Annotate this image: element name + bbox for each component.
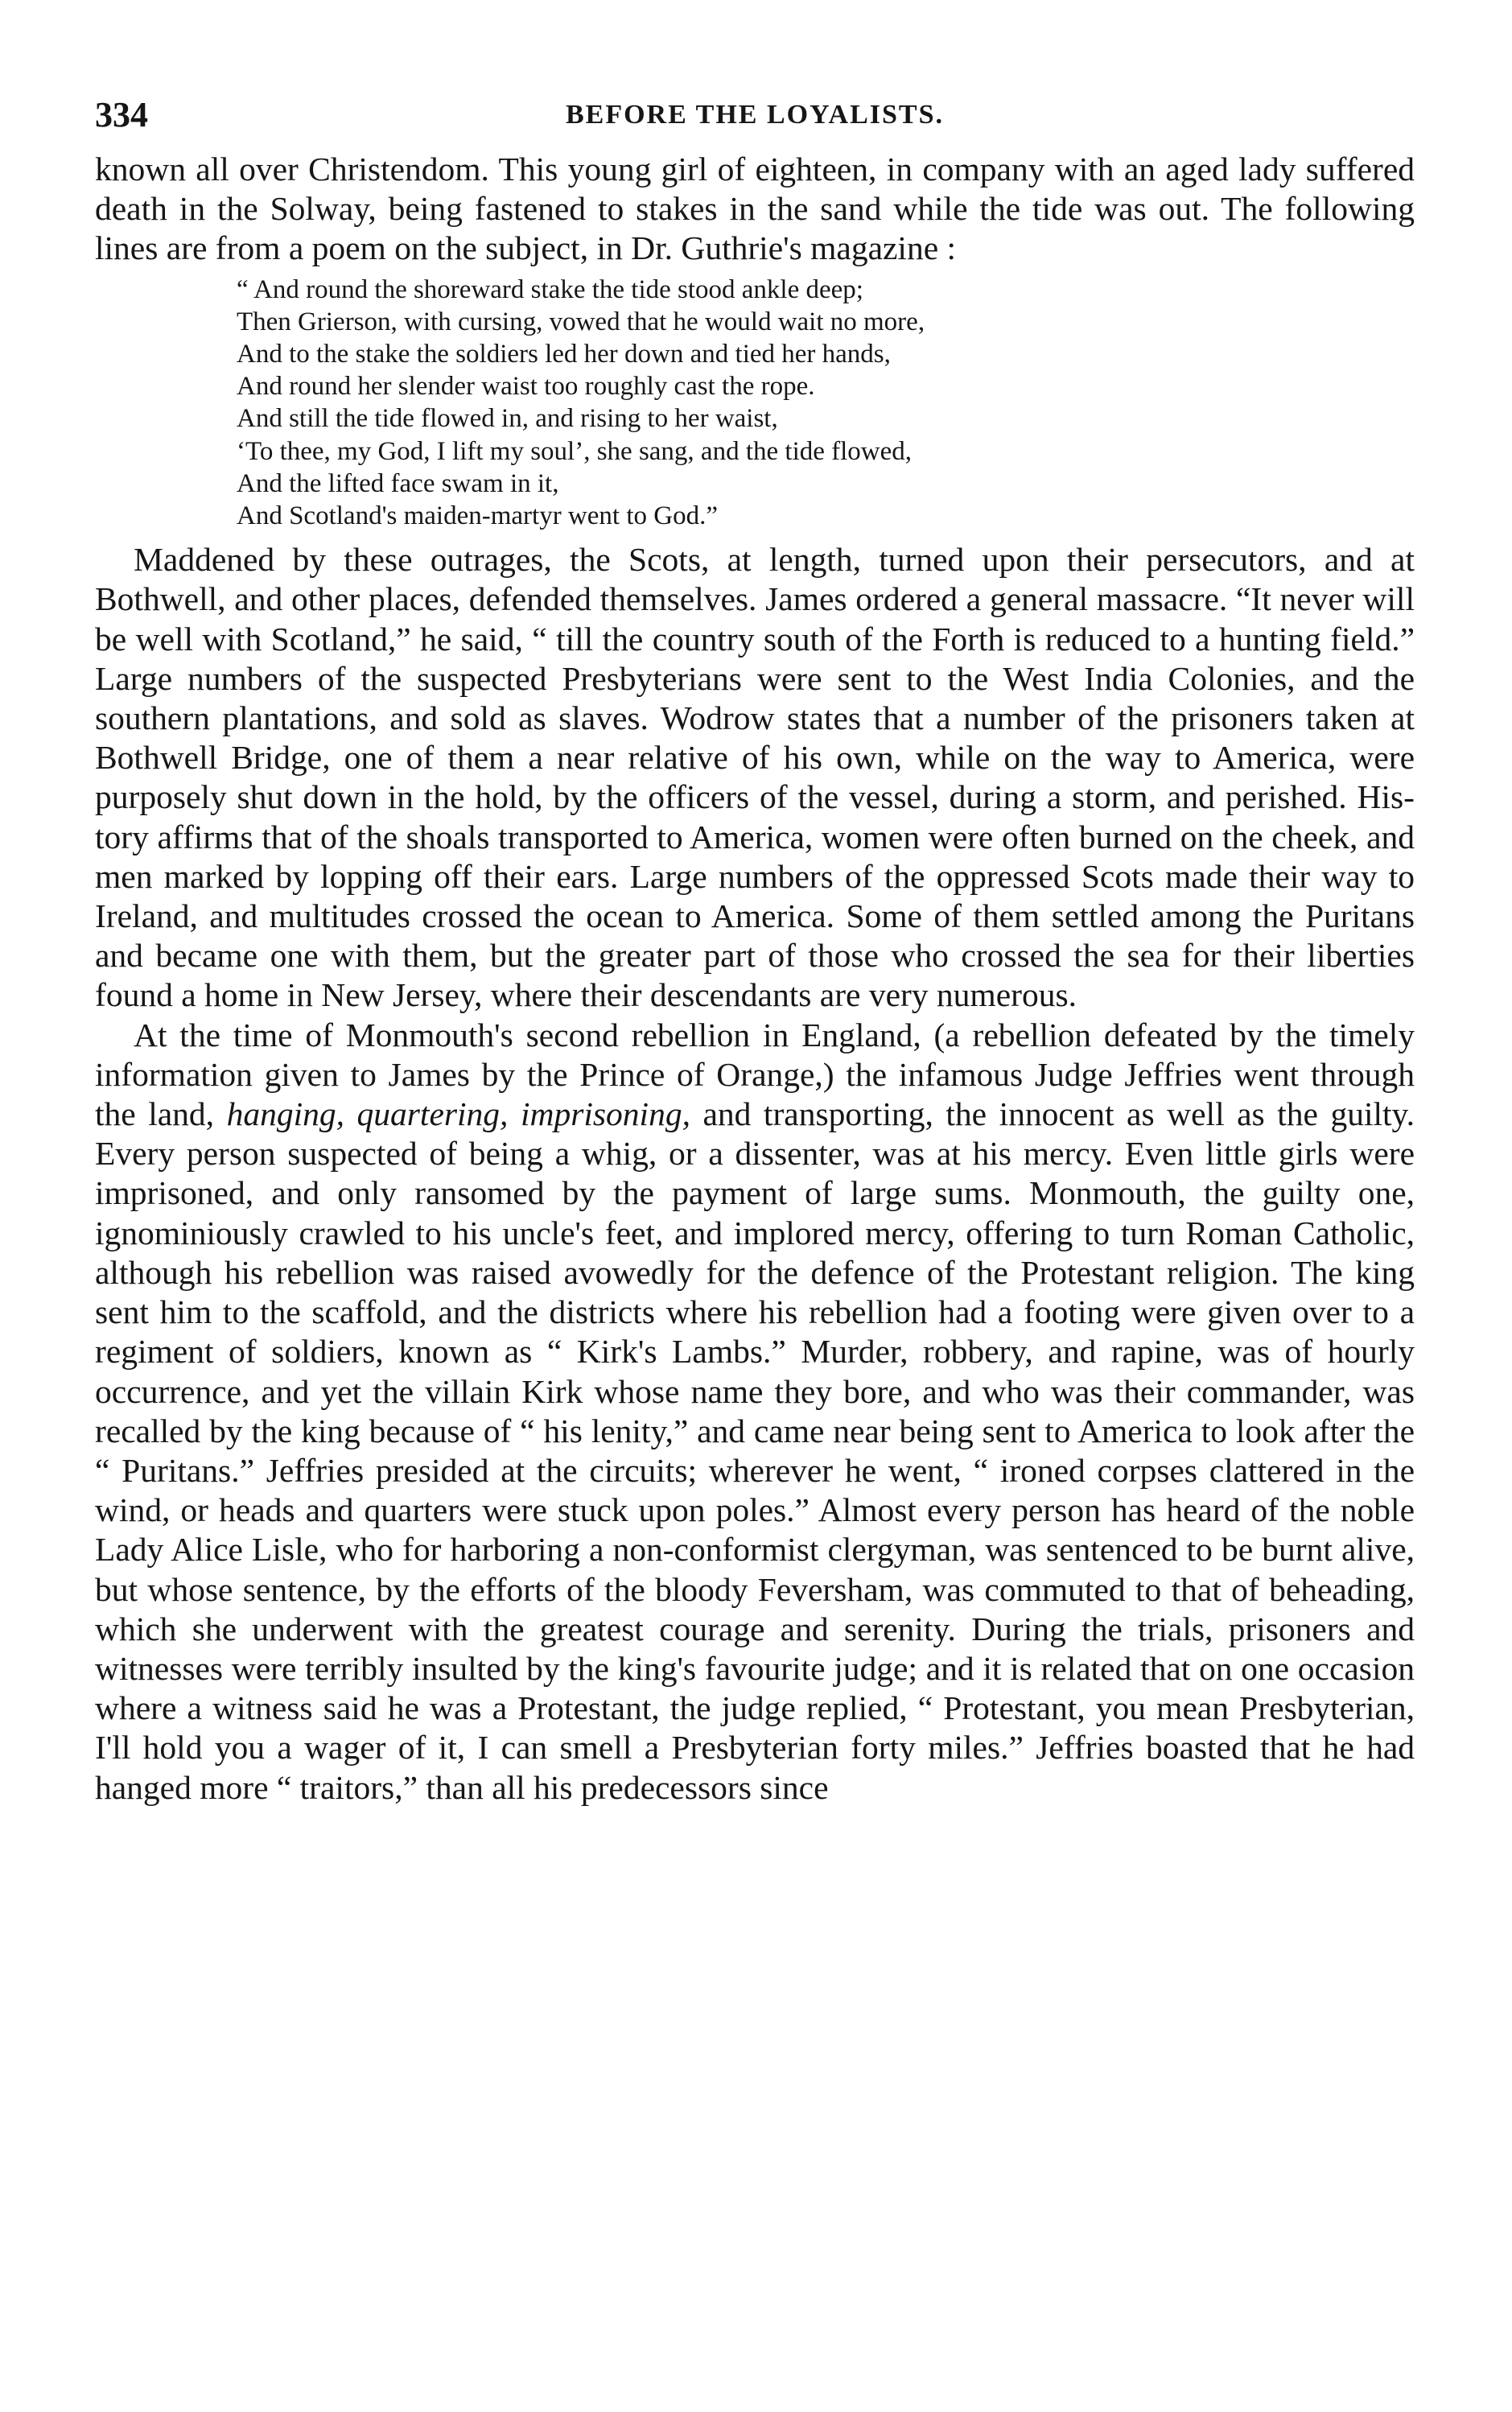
- running-title: BEFORE THE LOYALISTS.: [565, 100, 944, 130]
- paragraph-text: At the time of Monmouth's second rebellion in England, (a rebellion defeated by the timely information given to James by the Prince of Orange,) the infamous Judge Jeffries went through the land,: [95, 1016, 1415, 1133]
- body-paragraph-scots: Maddened by these outrages, the Scots, at length, turned upon their persecutors, and at Bothwell, and other places, defended themselves. James ordered a general massacre. “It never will be well with Scotland,” he said, “ till the country south of the Forth is reduced to a hunting field.” Large numbers of the suspected Presbyterians were sent to the West India Colonies, and the southern plantations, and sold as slaves. Wodrow states that a number of the prisoners taken at Bothwell Bridge, one of them a near relative of his own, while on the way to America, were purposely shut down in the hold, by the officers of the vessel, during a storm, and perished. History affirms that of the shoals transported to America, women were often burned on the cheek, and men marked by lopping off their ears. Large numbers of the oppressed Scots made their way to Ireland, and multitudes crossed the ocean to America. Some of them settled among the Puritans and became one with them, but the greater part of those who crossed the sea for their liberties found a home in New Jersey, where their descendants are very numerous.: [95, 541, 1415, 1014]
- poem-line: Then Grierson, with cursing, vowed that he would wait no more,: [237, 307, 925, 336]
- poem-line: And round her slender waist too roughly cast the rope.: [237, 372, 815, 402]
- page-number: 334: [95, 95, 148, 134]
- poem-line: “ And round the shoreward stake the tide stood ankle deep;: [237, 274, 863, 304]
- book-page: [95, 90, 1415, 1808]
- intro-paragraph: known all over Christendom. This young girl of eighteen, in company with an aged lady suffered death in the Solway, being fastened to stakes in the sand while the tide was out. The following lines are from a poem on the subject, in Dr. Guthrie's magazine :: [95, 150, 1415, 267]
- italic-phrase: hanging, quartering, imprisoning,: [226, 1095, 690, 1133]
- poem-line: And still the tide flowed in, and rising to her waist,: [237, 404, 778, 434]
- body-paragraph-monmouth: [95, 1016, 1415, 1808]
- poem-line: And the lifted face swam in it,: [237, 468, 559, 498]
- poem-quotation: [237, 274, 1415, 533]
- poem-line: And to the stake the soldiers led her down and tied her hands,: [237, 340, 891, 369]
- paragraph-text: and transporting, the innocent as well as the guilty. Every person suspected of being a whig, or a dissenter, was at his mercy. Even little girls were imprisoned, and only ransomed by the payment of large sums. Monmouth, the guilty one, ignominiously crawled to his uncle's feet, and implored mercy, offering to turn Roman Catholic, although his rebellion was raised avowedly for the defence of the Protestant religion. The king sent him to the scaffold, and the districts where his rebellion had a footing were given over to a regiment of soldiers, known as “ Kirk's Lambs.” Murder, robbery, and rapine, was of hourly occurrence, and yet the villain Kirk whose name they bore, and who was their commander, was recalled by the king because of “ his lenity,” and came near being sent to America to look after the “ Puritans.” Jeffries presided at the circuits; wherever he went, “ ironed corpses clattered in the wind, or heads and quarters were stuck upon poles.” Almost every person has heard of the noble Lady Alice Lisle, who for harboring a non-conformist clergyman, was sentenced to be burnt alive, but whose sentence, by the efforts of the bloody Feversham, was commuted to that of beheading, which she underwent with the greatest courage and serenity. During the trials, prisoners and witnesses were terribly insulted by the king's favourite judge; and it is related that on one occasion where a witness said he was a Protestant, the judge replied, “ Protestant, you mean Presbyterian, I'll hold you a wager of it, I can smell a Presbyterian forty miles.” Jeffries boasted that he had hanged more “ traitors,” than all his predecessors since: [95, 1095, 1415, 1806]
- poem-line: And Scotland's maiden-martyr went to God.”: [237, 501, 718, 531]
- poem-line: ‘To thee, my God, I lift my soul’, she sang, and the tide flowed,: [237, 436, 913, 466]
- running-header: [95, 90, 1415, 140]
